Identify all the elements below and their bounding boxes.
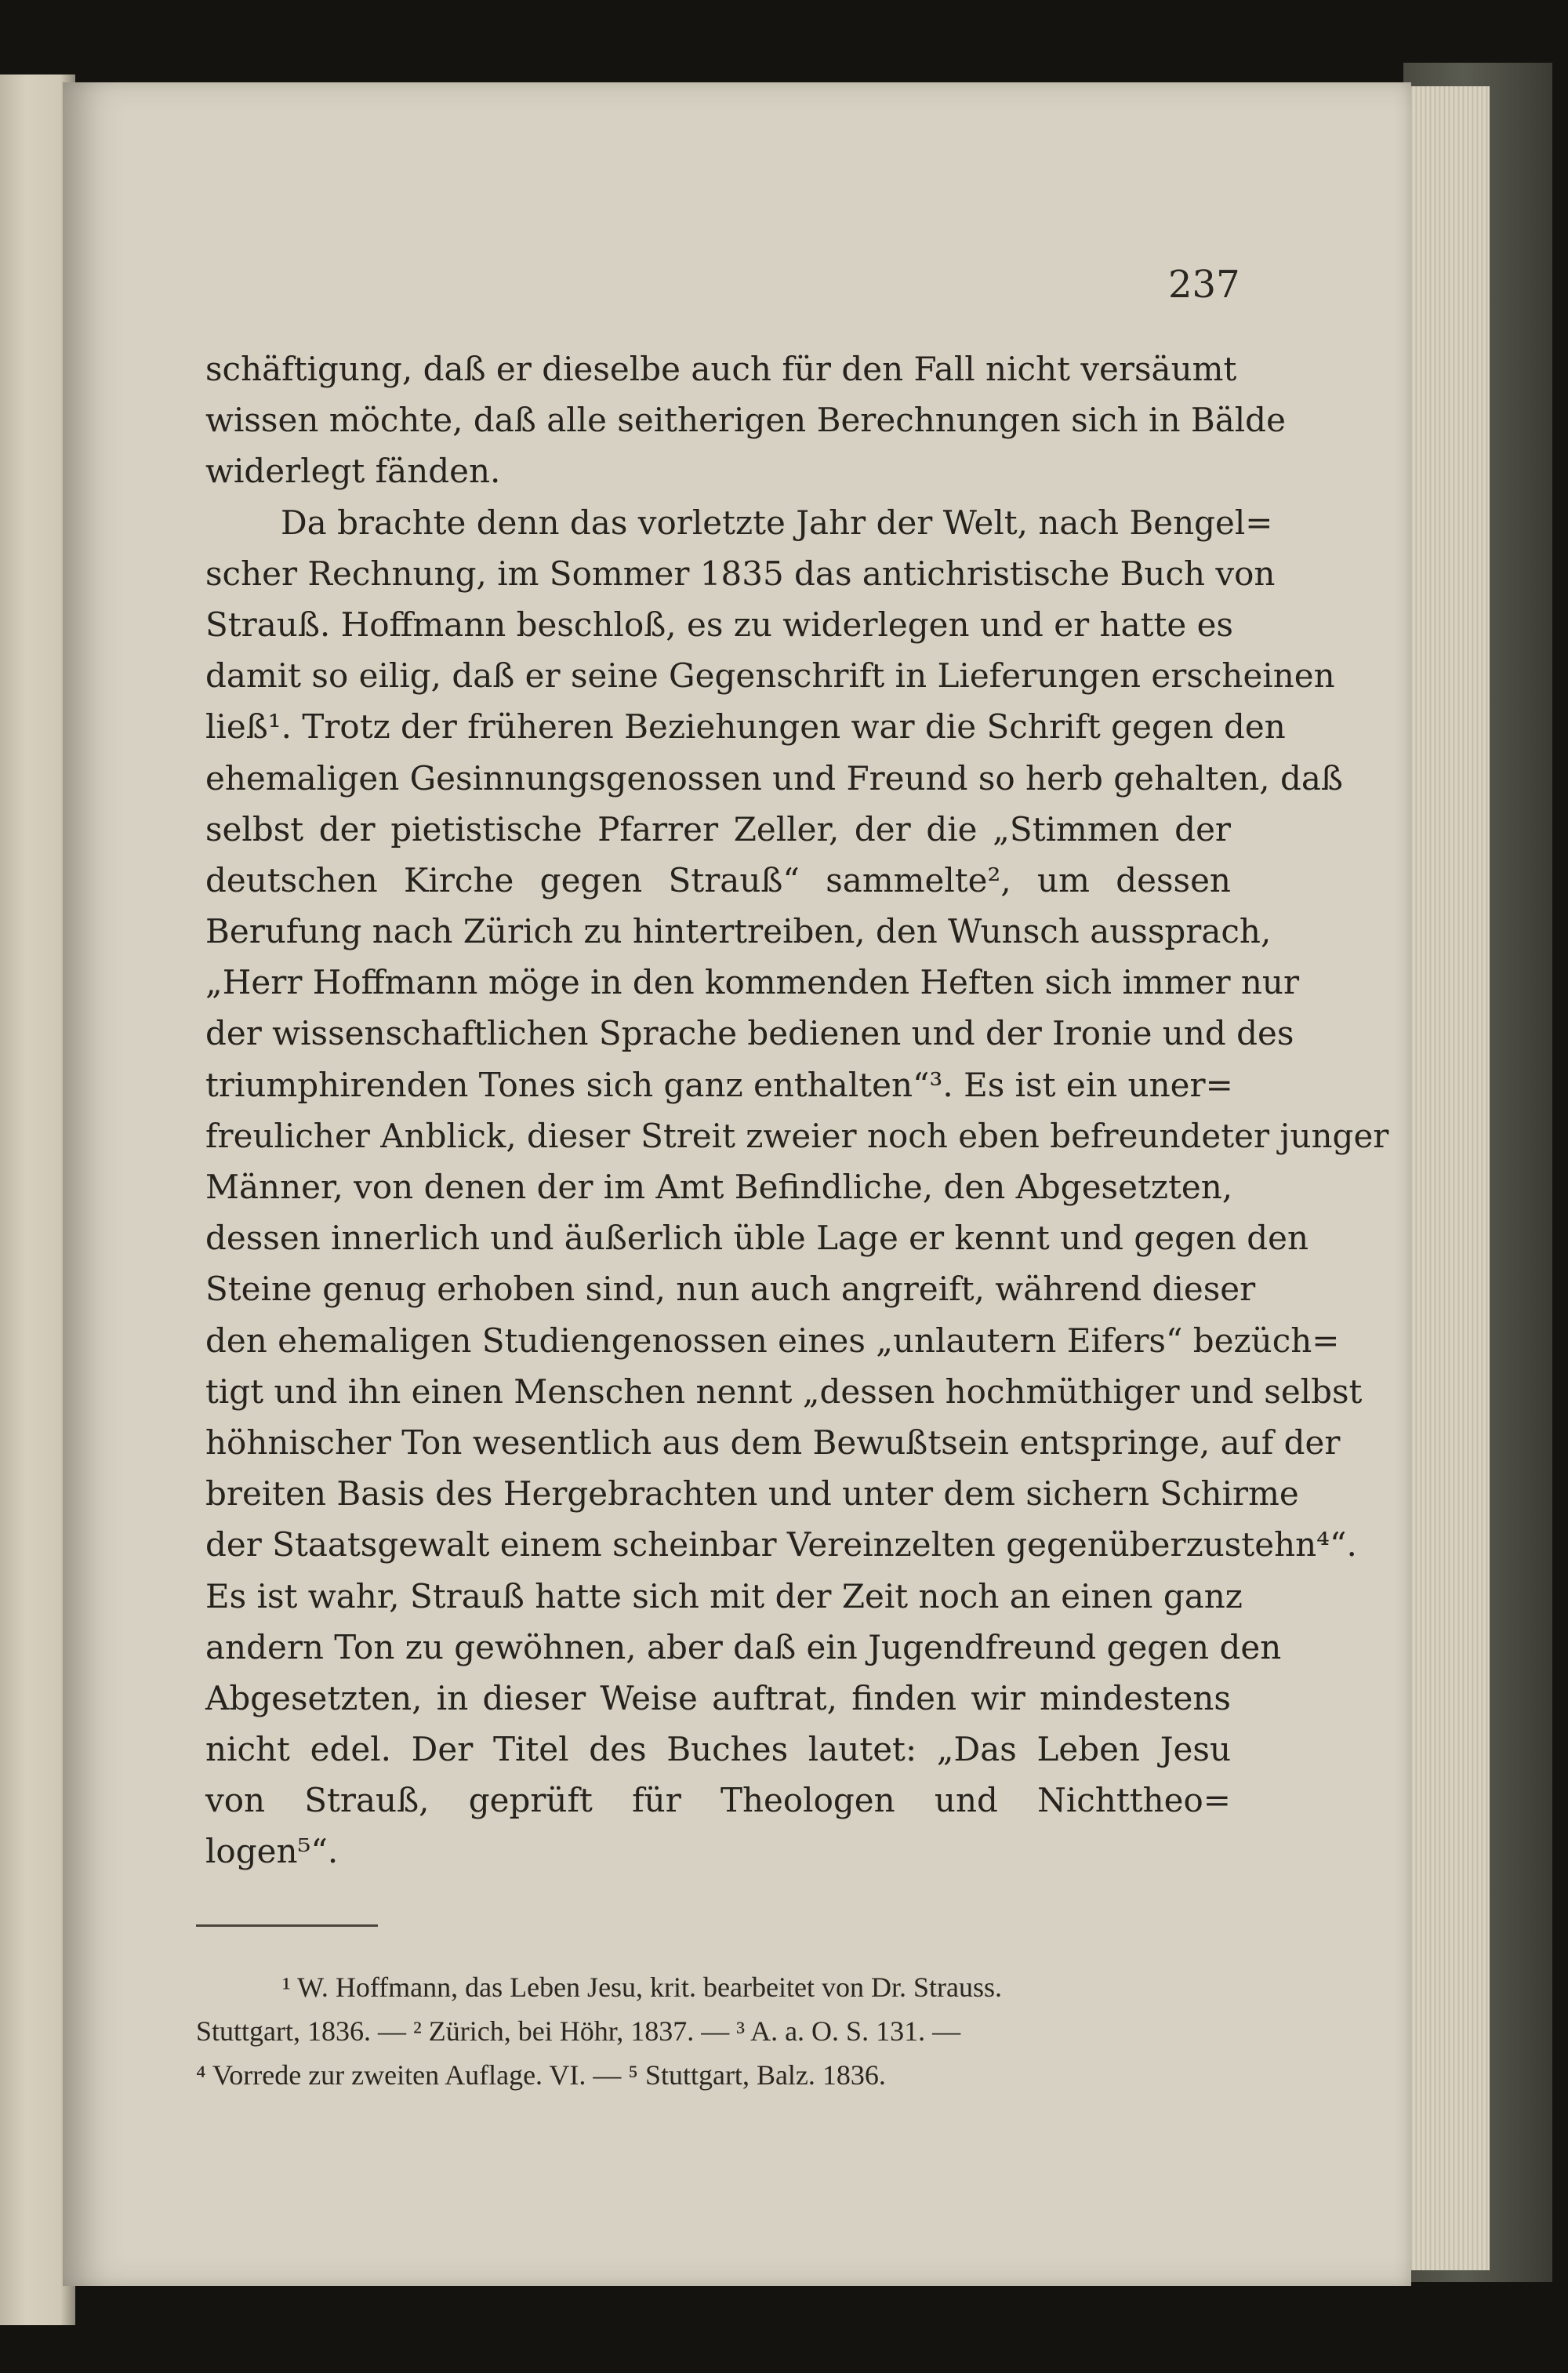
text-line: der Staatsgewalt einem scheinbar Vereinzelten gegenüberzustehn⁴“.: [205, 1525, 1357, 1564]
text-line: freulicher Anblick, dieser Streit zweier noch eben befreundeter junger: [205, 1116, 1389, 1155]
text-line: widerlegt fänden.: [205, 452, 501, 491]
text-line: Berufung nach Zürich zu hintertreiben, den Wunsch aussprach,: [205, 912, 1272, 951]
page-edges: [1403, 86, 1490, 2270]
text-line: ehemaligen Gesinnungsgenossen und Freund so herb gehalten, daß: [205, 758, 1343, 798]
text-line: höhnischer Ton wesentlich aus dem Bewußtsein entspringe, auf der: [205, 1423, 1341, 1462]
text-line: logen⁵“.: [205, 1832, 339, 1871]
text-line: Steine genug erhoben sind, nun auch angreift, während dieser: [205, 1270, 1256, 1309]
text-line: „Herr Hoffmann möge in den kommenden Heften sich immer nur: [205, 963, 1300, 1002]
footnote-line: ¹ W. Hoffmann, das Leben Jesu, krit. bearbeitet von Dr. Strauss.: [282, 1971, 1002, 2003]
page-number: 237: [1168, 263, 1240, 307]
footnote-line: ⁴ Vorrede zur zweiten Auflage. VI. — ⁵ Stuttgart, Balz. 1836.: [196, 2059, 886, 2091]
text-line: deutschen Kirche gegen Strauß“ sammelte², um dessen: [205, 860, 1231, 899]
text-line: andern Ton zu gewöhnen, aber daß ein Jugendfreund gegen den: [205, 1627, 1282, 1666]
text-line: scher Rechnung, im Sommer 1835 das antichristische Buch von: [205, 554, 1276, 593]
text-line: Abgesetzten, in dieser Weise auftrat, finden wir mindestens: [205, 1678, 1231, 1717]
footnotes: [196, 1965, 1231, 2097]
text-line: Da brachte denn das vorletzte Jahr der Welt, nach Bengel=: [281, 503, 1273, 542]
text-line: wissen möchte, daß alle seitherigen Berechnungen sich in Bälde: [205, 401, 1286, 440]
text-line: den ehemaligen Studiengenossen eines „unlautern Eifers“ bezüch=: [205, 1321, 1340, 1360]
text-line: damit so eilig, daß er seine Gegenschrift in Lieferungen erscheinen: [205, 656, 1335, 696]
text-line: tigt und ihn einen Menschen nennt „dessen hochmüthiger und selbst: [205, 1372, 1363, 1411]
text-line: nicht edel. Der Titel des Buches lautet: „Das Leben Jesu: [205, 1730, 1231, 1769]
text-line: Es ist wahr, Strauß hatte sich mit der Zeit noch an einen ganz: [205, 1576, 1243, 1615]
text-line: von Strauß, geprüft für Theologen und Nichttheo=: [205, 1781, 1231, 1820]
text-line: der wissenschaftlichen Sprache bedienen und der Ironie und des: [205, 1014, 1294, 1053]
text-line: schäftigung, daß er dieselbe auch für den Fall nicht versäumt: [205, 350, 1237, 388]
text-line: Männer, von denen der im Amt Befindliche, den Abgesetzten,: [205, 1168, 1233, 1206]
text-line: dessen innerlich und äußerlich üble Lage er kennt und gegen den: [205, 1219, 1309, 1258]
footnote-divider: [196, 1924, 378, 1927]
text-line: selbst der pietistische Pfarrer Zeller, der die „Stimmen der: [205, 809, 1231, 849]
text-line: Strauß. Hoffmann beschloß, es zu widerlegen und er hatte es: [205, 605, 1233, 644]
text-line: triumphirenden Tones sich ganz enthalten“³. Es ist ein uner=: [205, 1065, 1233, 1104]
text-line: ließ¹. Trotz der früheren Beziehungen war die Schrift gegen den: [205, 707, 1286, 747]
body-text: [205, 343, 1389, 1877]
text-line: breiten Basis des Hergebrachten und unter dem sichern Schirme: [205, 1474, 1299, 1514]
footnote-line: Stuttgart, 1836. — ² Zürich, bei Höhr, 1837. — ³ A. a. O. S. 131. —: [196, 2015, 961, 2047]
